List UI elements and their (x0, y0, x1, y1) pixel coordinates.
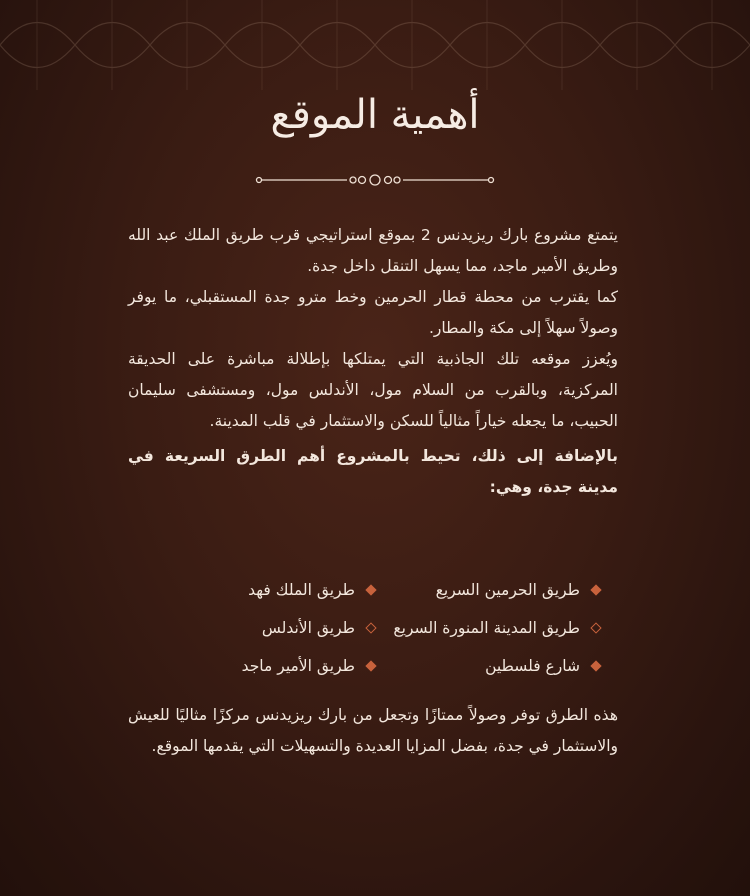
road-label: طريق الأمير ماجد (241, 657, 355, 675)
decorative-pattern (0, 0, 750, 90)
road-label: طريق الحرمين السريع (435, 581, 580, 599)
list-item (375, 654, 600, 678)
road-label: شارع فلسطين (485, 657, 580, 675)
diamond-bullet-icon (590, 660, 601, 671)
list-item (375, 616, 600, 640)
road-label: طريق الأندلس (261, 619, 355, 637)
ornamental-divider (255, 170, 495, 190)
closing-paragraph: هذه الطرق توفر وصولاً ممتازًا وتجعل من بارك ريزيدنس مركزًا مثاليًا للعيش والاستثمار في جدة، بفضل المزايا العديدة والتسهيلات التي يقدمها الموقع. (128, 706, 618, 755)
list-item (150, 616, 375, 640)
intro-paragraph-3: ويُعزز موقعه تلك الجاذبية التي يمتلكها بإطلالة مباشرة على الحديقة المركزية، وبالقرب من السلام مول، الأندلس مول، ومستشفى سليمان الحبيب، ما يجعله خياراً مثالياً للسكن والاستثمار في قلب المدينة. (128, 350, 618, 430)
intro-paragraph-1: يتمتع مشروع بارك ريزيدنس 2 بموقع استراتيجي قرب طريق الملك عبد الله وطريق الأمير ماجد، مما يسهل التنقل داخل جدة. (128, 226, 618, 275)
page-title: أهمية الموقع (270, 92, 480, 138)
list-item (150, 654, 375, 678)
diamond-bullet-icon (365, 584, 376, 595)
highways-intro: بالإضافة إلى ذلك، تحيط بالمشروع أهم الطرق السريعة في مدينة جدة، وهي: (128, 447, 618, 496)
diamond-bullet-icon (590, 584, 601, 595)
highways-list (150, 578, 600, 678)
road-label: طريق المدينة المنورة السريع (393, 619, 580, 637)
road-label: طريق الملك فهد (248, 581, 355, 599)
diamond-bullet-icon (365, 660, 376, 671)
list-item (150, 578, 375, 602)
closing-text (128, 700, 618, 762)
intro-paragraph-2: كما يقترب من محطة قطار الحرمين وخط مترو جدة المستقبلي، ما يوفر وصولاً سهلاً إلى مكة والمطار. (128, 288, 618, 337)
diamond-outline-bullet-icon (590, 622, 601, 633)
intro-text (128, 220, 618, 503)
diamond-outline-bullet-icon (365, 622, 376, 633)
list-item (375, 578, 600, 602)
